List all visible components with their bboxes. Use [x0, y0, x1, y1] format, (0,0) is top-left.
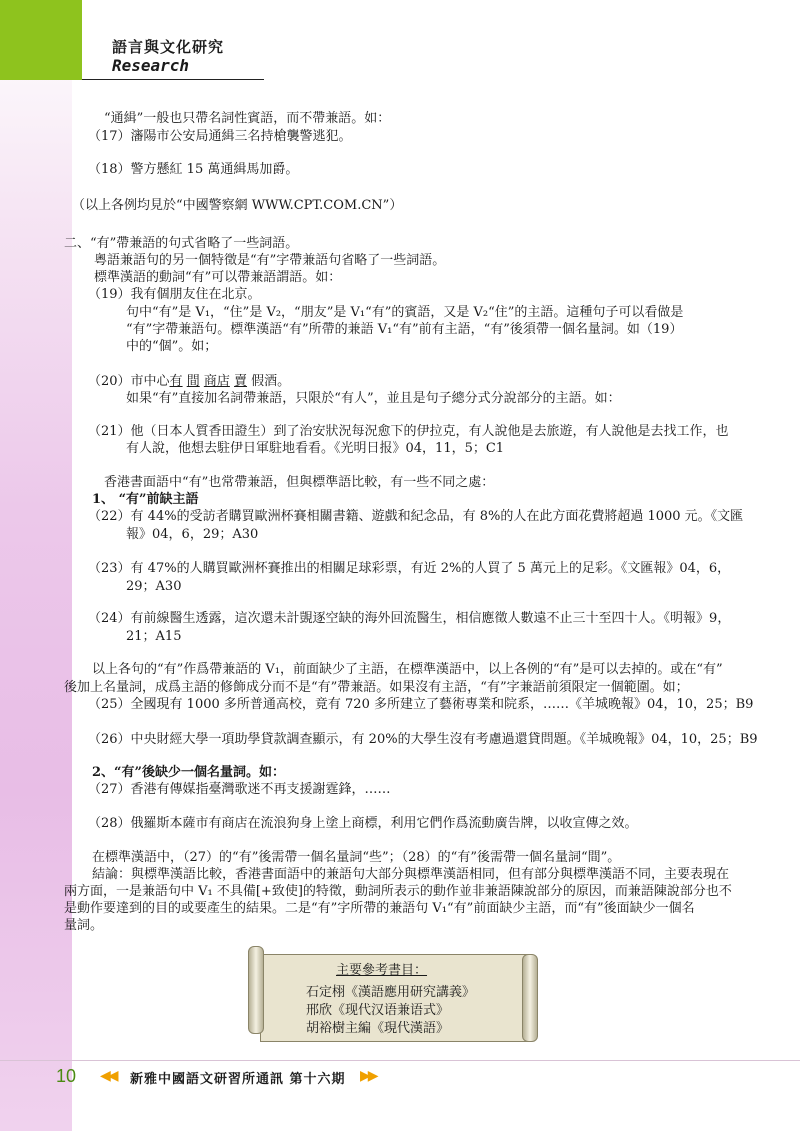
reference-item: 邢欣《现代汉语兼语式》	[306, 1003, 450, 1018]
paragraph: 以上各句的“有”作爲帶兼語的 V₁，前面缺少了主語，在標準漢語中，以上各例的“有”是可以去掉的。或在“有”	[92, 662, 723, 677]
paragraph: 後加上名量詞，成爲主語的修飾成分而不是“有”帶兼語。如果沒有主語，“有”字兼語前須限定一個範圍。如；	[64, 680, 689, 695]
paragraph: 句中“有”是 V₁，“住”是 V₂，“朋友”是 V₁“有”的賓語，又是 V₂“住”的主語。這種句子可以看做是	[126, 305, 684, 320]
example-26: （26）中央財經大學一項助學貸款調查顯示，有 20%的大學生沒有考慮過還貸問題。《羊城晚報》04，10，25；B9	[88, 732, 758, 747]
example-21: （21）他（日本人質香田證生）到了治安狀況每況愈下的伊拉克，有人說他是去旅遊，有人說他是去找工作，也	[88, 424, 729, 439]
reference-item: 石定栩《漢語應用研究講義》	[306, 985, 476, 1000]
conclusion: 量詞。	[64, 918, 104, 933]
example-28: （28）俄羅斯本薩市有商店在流浪狗身上塗上商標，利用它們作爲流動廣告牌，以收宣傳之效。	[88, 816, 638, 831]
subheading-1: 1、 “有”前缺主語	[92, 492, 199, 507]
paragraph: “有”字帶兼語句。標準漢語“有”所帶的兼語 V₁“有”前有主語，“有”後須帶一個名量詞。如（19）	[126, 322, 683, 337]
paragraph: 21；A15	[126, 629, 182, 644]
conclusion: 結論：與標準漢語比較，香港書面語中的兼語句大部分與標準漢語相同，但有部分與標準漢語不同，主要表現在	[92, 867, 730, 882]
paragraph: 如果“有”直接加名詞帶兼語，只限於“有人”，並且是句子總分式分說部分的主語。如：	[126, 391, 621, 406]
scroll-roll-left	[248, 946, 264, 1034]
conclusion: 是動作要達到的目的或要產生的結果。二是“有”字所帶的兼語句 V₁“有”前面缺少主語，而“有”後面缺少一個名	[64, 901, 695, 916]
example-19: （19）我有個朋友住在北京。	[88, 287, 261, 302]
footer-divider	[0, 1060, 800, 1061]
section-subtitle: Research	[112, 56, 190, 75]
arrow-left-icon: ◀◀	[100, 1068, 116, 1084]
scroll-roll-right	[522, 954, 538, 1042]
side-decoration	[0, 0, 72, 1131]
references-title: 主要參考書目：	[336, 963, 428, 978]
section-heading-2: 二、“有”帶兼語的句式省略了一些詞語。	[64, 236, 299, 251]
paragraph: 有人說，他想去駐伊日軍駐地看看。《光明日报》04，11，5；C1	[126, 441, 505, 456]
example-23: （23）有 47%的人購買歐洲杯賽推出的相關足球彩票，有近 2%的人買了 5 萬元上的足彩。《文匯報》04，6，	[88, 561, 731, 576]
header-rule	[82, 79, 264, 80]
paragraph: 29；A30	[126, 579, 182, 594]
source-note: （以上各例均見於“中國警察網 WWW.CPT.COM.CN”）	[72, 198, 403, 213]
example-18: （18）警方懸紅 15 萬通緝馬加爵。	[88, 162, 299, 177]
subheading-2: 2、“有”後缺少一個名量詞。如：	[92, 765, 286, 780]
header-green-block	[0, 0, 82, 80]
paragraph: 報》04，6，29；A30	[126, 527, 259, 542]
publication-name: 新雅中國語文研習所通訊 第十六期	[130, 1072, 346, 1087]
paragraph: 粵語兼語句的另一個特徵是“有”字帶兼語句省略了一些詞語。	[94, 253, 446, 268]
example-20: （20）市中心有 間 商店 賣 假酒。	[88, 374, 291, 389]
section-title: 語言與文化研究	[112, 38, 225, 56]
example-25: （25）全國現有 1000 多所普通高校，竟有 720 多所建立了藝術專業和院系，……《羊城晚報》04，10，25；B9	[88, 697, 754, 712]
example-24: （24）有前線醫生透露，這次還未計覬逐空缺的海外回流醫生，相信應徵人數遠不止三十至四十人。《明報》9，	[88, 611, 731, 626]
reference-item: 胡裕樹主編《現代漢語》	[306, 1021, 450, 1036]
paragraph: 香港書面語中“有”也常帶兼語，但與標準語比較，有一些不同之處：	[104, 475, 495, 490]
paragraph: “通緝”一般也只帶名詞性賓語，而不帶兼語。如：	[104, 111, 391, 126]
paragraph: 標準漢語的動詞“有”可以帶兼語謂語。如：	[94, 270, 342, 285]
example-22: （22）有 44%的受訪者購買歐洲杯賽相關書籍、遊戲和紀念品，有 8%的人在此方面花費將超過 1000 元。《文匯	[88, 509, 744, 524]
paragraph: 中的“個”。如；	[126, 339, 218, 354]
references-scroll	[240, 944, 544, 1044]
example-17: （17）瀋陽市公安局通緝三名持槍襲警逃犯。	[88, 129, 352, 144]
example-27: （27）香港有傳媒指臺灣歌迷不再支援謝霆鋒，……	[88, 782, 391, 797]
conclusion: 兩方面，一是兼語句中 V₁ 不具備[+致使]的特徵，動詞所表示的動作並非兼語陳說部分的原因，而兼語陳說部分也不	[64, 884, 732, 899]
page-number: 10	[56, 1066, 77, 1086]
arrow-right-icon: ▶▶	[360, 1068, 376, 1084]
paragraph: 在標準漢語中，（27）的“有”後需帶一個名量詞“些”；（28）的“有”後需帶一個名量詞“間”。	[92, 850, 621, 865]
